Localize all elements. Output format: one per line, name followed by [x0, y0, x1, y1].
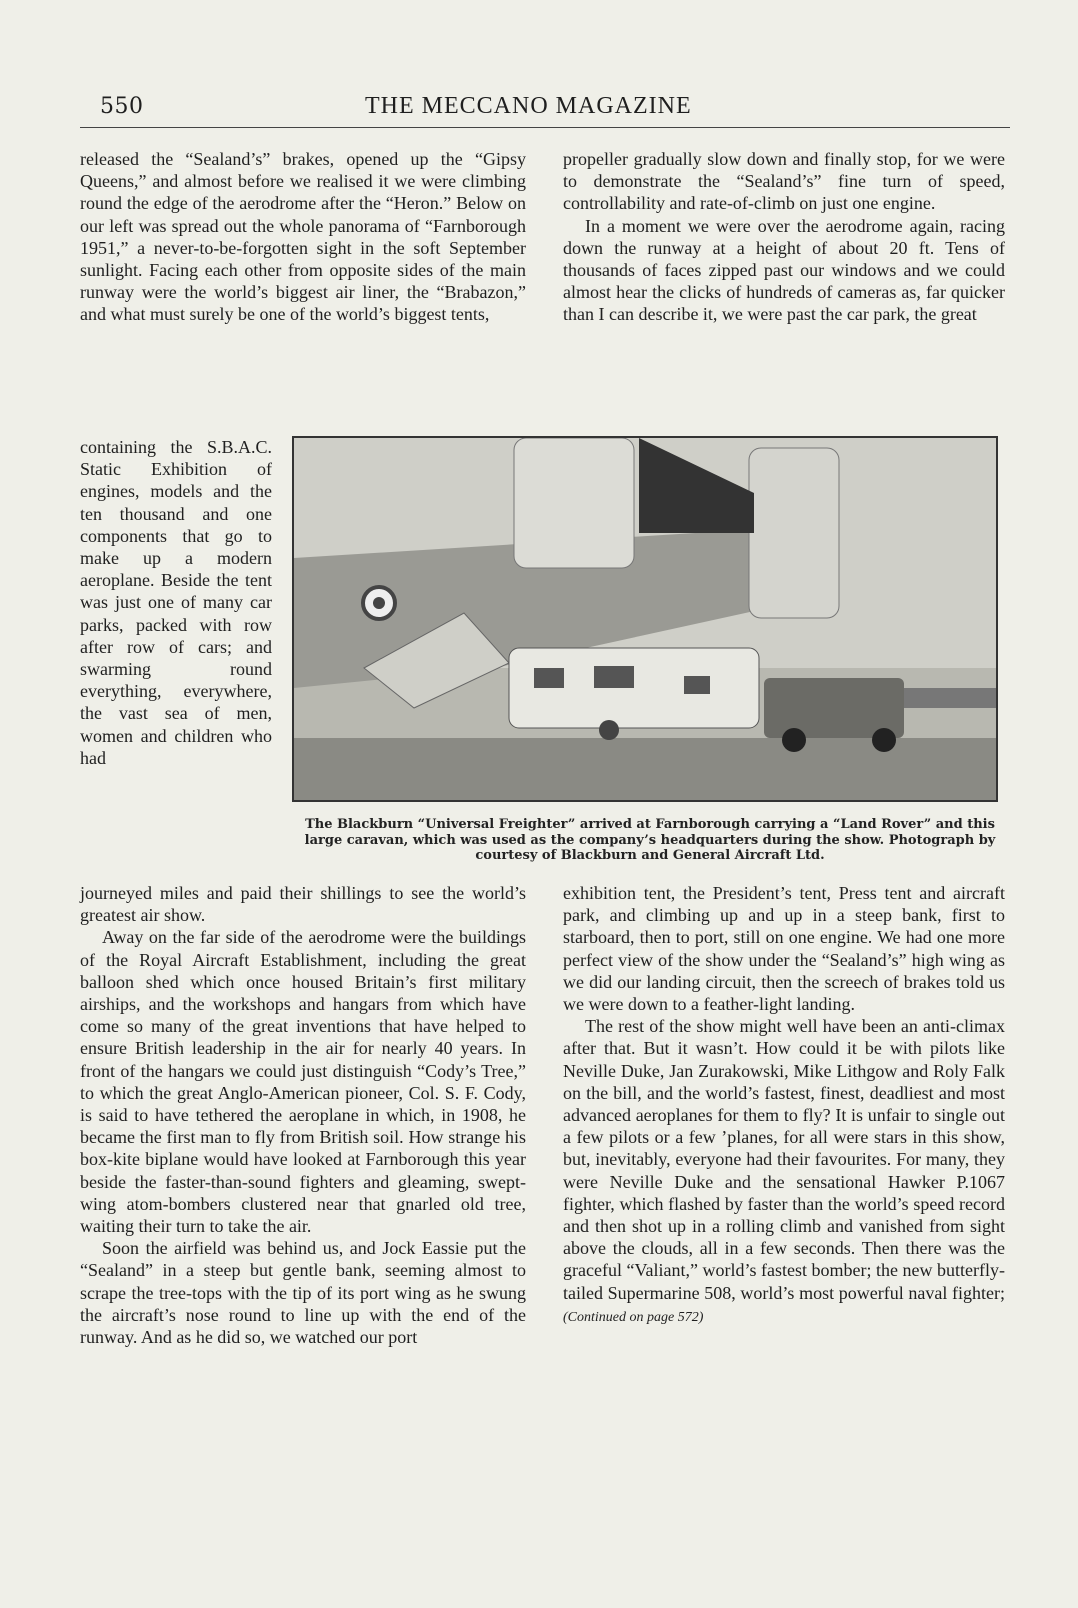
- paragraph-text: The rest of the show might well have been an anti-climax after that. But it wasn’t. How could it be with pilots like Neville Duke, Jan Zurakowski, Mike Lithgow and Roly Falk on the bill, and the world’s fastest, finest, deadliest and most advanced aeroplanes for them to fly? It is unfair to single out a few pilots or a few ’planes, for all were stars in this show, but, inevitably, everyone had their favourites. For many, they were Neville Duke and the sensational Hawker P.1067 fighter, which flashed by faster than the world’s speed record and then shot up in a rolling climb and vanished from sight above the clouds, all in a few seconds. Then there was the graceful “Valiant,” world’s fastest bomber; the new butterfly-tailed Supermarine 508, world’s most powerful naval fighter;: [563, 1016, 1005, 1303]
- paragraph: journeyed miles and paid their shillings to see the world’s greatest air show.: [80, 883, 526, 926]
- left-column-bottom: [80, 882, 526, 1348]
- left-column-top: [80, 148, 526, 326]
- page-number: 550: [100, 94, 144, 119]
- paragraph: exhibition tent, the President’s tent, Press tent and aircraft park, and climbing up and up in a steep bank, first to starboard, then to port, still on one engine. We had one more perfect view of the show under the “Sealand’s” high wing as we did our landing circuit, then the screech of brakes told us we were down to a feather-light landing.: [563, 883, 1005, 1015]
- photo-illustration: [294, 438, 996, 800]
- paragraph: In a moment we were over the aerodrome again, racing down the runway at a height of about 20 ft. Tens of thousands of faces zipped past our windows and we could almost hear the clicks of hundreds of cameras as, far quicker than I can describe it, we were past the car park, the great: [563, 215, 1005, 325]
- paragraph: Away on the far side of the aerodrome were the buildings of the Royal Aircraft Establishment, including the great balloon shed which once housed Britain’s first military airships, and the workshops and hangars from which have come so many of the great inventions that have helped to ensure British leadership in the air for nearly 40 years. In front of the hangars we could just distinguish “Cody’s Tree,” to which the great Anglo-American pioneer, Col. S. F. Cody, is said to have tethered the aeroplane in which, in 1908, he became the first man to fly from British soil. How strange his box-kite biplane would have looked at Farnborough this year beside the faster-than-sound fighters and gleaming, swept-wing atom-bombers clustered near that gnarled old tree, waiting their turn to take the air.: [80, 927, 526, 1237]
- magazine-title: THE MECCANO MAGAZINE: [365, 93, 692, 119]
- continued-note: (Continued on page 572): [563, 1309, 704, 1325]
- paragraph: containing the S.B.A.C. Static Exhibition of engines, models and the ten thousand and one components that go to make up a modern aeroplane. Beside the tent was just one of many car parks, packed with row after row of cars; and swarming round everything, everywhere, the vast sea of men, women and children who had: [80, 437, 272, 768]
- aircraft-photo: [292, 436, 998, 802]
- paragraph: propeller gradually slow down and finally stop, for we were to demonstrate the “Sealand’s” fine turn of speed, controllability and rate-of-climb on just one engine.: [563, 149, 1005, 214]
- header-rule: [80, 127, 1010, 128]
- right-column-bottom: [563, 882, 1005, 1329]
- paragraph: [563, 1015, 1005, 1329]
- right-column-top: [563, 148, 1005, 326]
- paragraph: released the “Sealand’s” brakes, opened up the “Gipsy Queens,” and almost before we realised it we were climbing round the edge of the aerodrome after the “Heron.” Below on our left was spread out the whole panorama of “Farnborough 1951,” a never-to-be-forgotten sight in the soft September sunlight. Facing each other from opposite sides of the main runway were the world’s biggest air liner, the “Brabazon,” and what must surely be one of the world’s biggest tents,: [80, 149, 526, 325]
- left-narrow-column: [80, 418, 272, 787]
- photo-caption: The Blackburn “Universal Freighter” arrived at Farnborough carrying a “Land Rover” and this large caravan, which was used as the company’s headquarters during the show. Photograph by courtesy of Blackburn and General Aircraft Ltd.: [304, 817, 996, 863]
- paragraph: Soon the airfield was behind us, and Jock Eassie put the “Sealand” in a steep but gentle bank, seeming almost to scrape the tree-tops with the tip of its port wing as he swung the aircraft’s nose round to line up with the end of the runway. And as he did so, we watched our port: [80, 1238, 526, 1348]
